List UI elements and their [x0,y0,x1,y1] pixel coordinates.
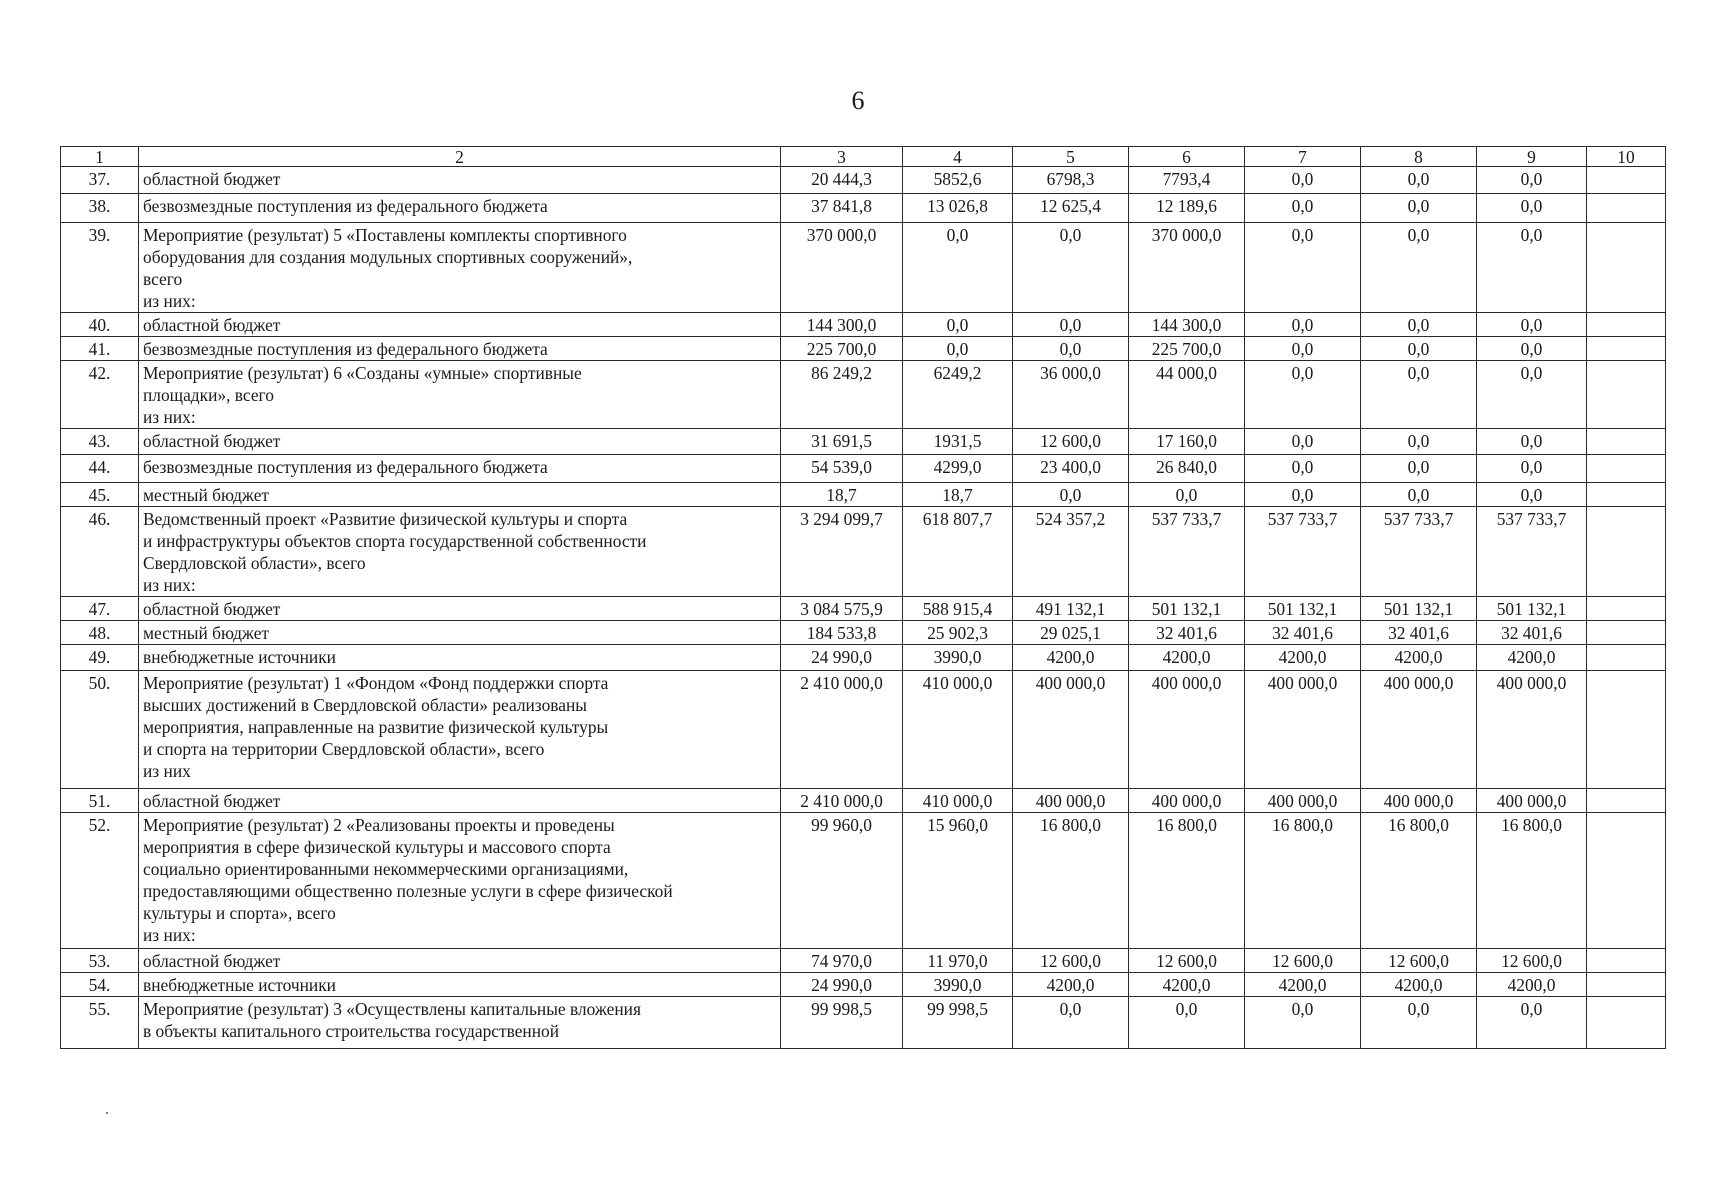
value-cell-col-9: 0,0 [1477,429,1587,455]
header-cell: 8 [1361,147,1477,167]
value-cell-col-5: 12 600,0 [1013,949,1129,973]
value-cell-col-9: 0,0 [1477,194,1587,223]
table-body [61,167,1666,1049]
description-line: Мероприятие (результат) 5 «Поставлены комплекты спортивного [143,225,627,245]
value-cell-col-3: 99 998,5 [781,997,903,1049]
value-cell-col-4: 11 970,0 [903,949,1013,973]
value-cell-col-4: 13 026,8 [903,194,1013,223]
description-line: из них [143,761,191,781]
value-cell-col-5: 4200,0 [1013,645,1129,671]
description-line: площадки», всего [143,385,274,405]
value-cell-col-8: 0,0 [1361,313,1477,337]
value-cell-col-7: 32 401,6 [1245,621,1361,645]
value-cell-col-6: 144 300,0 [1129,313,1245,337]
value-cell-col-3: 2 410 000,0 [781,789,903,813]
value-cell-col-4: 0,0 [903,337,1013,361]
value-cell-col-4: 3990,0 [903,973,1013,997]
description-line: безвозмездные поступления из федерального бюджета [143,457,548,477]
description-line: областной бюджет [143,431,281,451]
value-cell-col-10 [1587,483,1666,507]
value-cell-col-4: 1931,5 [903,429,1013,455]
value-cell-col-6: 4200,0 [1129,645,1245,671]
value-cell-col-9: 0,0 [1477,361,1587,429]
value-cell-col-8: 0,0 [1361,455,1477,483]
value-cell-col-9: 537 733,7 [1477,507,1587,597]
value-cell-col-7: 537 733,7 [1245,507,1361,597]
value-cell-col-6: 225 700,0 [1129,337,1245,361]
description-line: областной бюджет [143,951,281,971]
row-number: 45. [61,483,139,507]
value-cell-col-8: 32 401,6 [1361,621,1477,645]
value-cell-col-9: 32 401,6 [1477,621,1587,645]
row-description [139,997,781,1049]
row-number: 46. [61,507,139,597]
row-description [139,483,781,507]
row-description [139,429,781,455]
row-description [139,645,781,671]
value-cell-col-3: 24 990,0 [781,973,903,997]
table-row [61,789,1666,813]
table-row [61,194,1666,223]
table-row [61,429,1666,455]
value-cell-col-3: 184 533,8 [781,621,903,645]
value-cell-col-7: 0,0 [1245,429,1361,455]
table-row [61,167,1666,194]
table-row [61,621,1666,645]
row-description [139,337,781,361]
value-cell-col-6: 32 401,6 [1129,621,1245,645]
row-description [139,621,781,645]
description-line: предоставляющими общественно полезные услуги в сфере физической [143,881,673,901]
description-line: из них: [143,407,196,427]
value-cell-col-4: 3990,0 [903,645,1013,671]
value-cell-col-5: 36 000,0 [1013,361,1129,429]
value-cell-col-3: 3 294 099,7 [781,507,903,597]
description-line: местный бюджет [143,623,270,643]
value-cell-col-6: 12 189,6 [1129,194,1245,223]
value-cell-col-7: 400 000,0 [1245,789,1361,813]
value-cell-col-9: 0,0 [1477,455,1587,483]
value-cell-col-7: 0,0 [1245,455,1361,483]
value-cell-col-5: 16 800,0 [1013,813,1129,949]
value-cell-col-3: 24 990,0 [781,645,903,671]
row-description [139,949,781,973]
table-row [61,645,1666,671]
description-line: оборудования для создания модульных спортивных сооружений», [143,247,633,267]
value-cell-col-4: 5852,6 [903,167,1013,194]
value-cell-col-8: 400 000,0 [1361,671,1477,789]
value-cell-col-6: 7793,4 [1129,167,1245,194]
table-row [61,813,1666,949]
value-cell-col-9: 16 800,0 [1477,813,1587,949]
value-cell-col-9: 400 000,0 [1477,789,1587,813]
value-cell-col-7: 0,0 [1245,337,1361,361]
value-cell-col-6: 12 600,0 [1129,949,1245,973]
value-cell-col-3: 37 841,8 [781,194,903,223]
value-cell-col-5: 0,0 [1013,313,1129,337]
row-description [139,507,781,597]
value-cell-col-7: 4200,0 [1245,645,1361,671]
value-cell-col-6: 537 733,7 [1129,507,1245,597]
value-cell-col-7: 501 132,1 [1245,597,1361,621]
value-cell-col-8: 537 733,7 [1361,507,1477,597]
row-description [139,194,781,223]
description-line: областной бюджет [143,599,281,619]
description-line: областной бюджет [143,791,281,811]
header-cell: 1 [61,147,139,167]
header-cell: 2 [139,147,781,167]
value-cell-col-6: 400 000,0 [1129,789,1245,813]
value-cell-col-5: 23 400,0 [1013,455,1129,483]
value-cell-col-7: 0,0 [1245,223,1361,313]
value-cell-col-5: 0,0 [1013,223,1129,313]
table-row [61,223,1666,313]
description-line: областной бюджет [143,169,281,189]
value-cell-col-5: 12 600,0 [1013,429,1129,455]
value-cell-col-8: 4200,0 [1361,973,1477,997]
row-number: 47. [61,597,139,621]
value-cell-col-8: 400 000,0 [1361,789,1477,813]
value-cell-col-5: 4200,0 [1013,973,1129,997]
value-cell-col-9: 4200,0 [1477,645,1587,671]
header-cell: 4 [903,147,1013,167]
value-cell-col-3: 18,7 [781,483,903,507]
header-cell: 5 [1013,147,1129,167]
value-cell-col-5: 6798,3 [1013,167,1129,194]
value-cell-col-10 [1587,194,1666,223]
value-cell-col-7: 4200,0 [1245,973,1361,997]
value-cell-col-5: 400 000,0 [1013,789,1129,813]
description-line: культуры и спорта», всего [143,903,336,923]
value-cell-col-6: 0,0 [1129,997,1245,1049]
header-cell: 3 [781,147,903,167]
page-number: 6 [851,86,865,115]
value-cell-col-8: 0,0 [1361,167,1477,194]
table-row [61,455,1666,483]
value-cell-col-7: 0,0 [1245,313,1361,337]
description-line: Мероприятие (результат) 3 «Осуществлены капитальные вложения [143,999,641,1019]
description-line: областной бюджет [143,315,281,335]
value-cell-col-9: 0,0 [1477,313,1587,337]
value-cell-col-5: 491 132,1 [1013,597,1129,621]
value-cell-col-8: 0,0 [1361,223,1477,313]
value-cell-col-7: 0,0 [1245,167,1361,194]
value-cell-col-3: 86 249,2 [781,361,903,429]
description-line: и инфраструктуры объектов спорта государственной собственности [143,531,647,551]
value-cell-col-5: 29 025,1 [1013,621,1129,645]
description-line: Мероприятие (результат) 1 «Фондом «Фонд поддержки спорта [143,673,609,693]
value-cell-col-9: 0,0 [1477,223,1587,313]
row-number: 54. [61,973,139,997]
row-description [139,597,781,621]
description-line: из них: [143,575,196,595]
value-cell-col-4: 410 000,0 [903,671,1013,789]
value-cell-col-3: 31 691,5 [781,429,903,455]
row-number: 48. [61,621,139,645]
value-cell-col-8: 0,0 [1361,361,1477,429]
value-cell-col-5: 0,0 [1013,337,1129,361]
value-cell-col-7: 16 800,0 [1245,813,1361,949]
row-description [139,167,781,194]
value-cell-col-3: 144 300,0 [781,313,903,337]
value-cell-col-3: 3 084 575,9 [781,597,903,621]
value-cell-col-10 [1587,973,1666,997]
value-cell-col-10 [1587,813,1666,949]
value-cell-col-3: 225 700,0 [781,337,903,361]
value-cell-col-4: 15 960,0 [903,813,1013,949]
table-row [61,507,1666,597]
row-number: 49. [61,645,139,671]
value-cell-col-5: 524 357,2 [1013,507,1129,597]
description-line: мероприятия в сфере физической культуры и массового спорта [143,837,611,857]
table-row [61,671,1666,789]
row-number: 38. [61,194,139,223]
value-cell-col-7: 0,0 [1245,194,1361,223]
value-cell-col-10 [1587,507,1666,597]
description-line: безвозмездные поступления из федерального бюджета [143,196,548,216]
table-row [61,483,1666,507]
value-cell-col-3: 20 444,3 [781,167,903,194]
value-cell-col-4: 410 000,0 [903,789,1013,813]
header-row [61,147,1666,167]
value-cell-col-3: 74 970,0 [781,949,903,973]
value-cell-col-10 [1587,455,1666,483]
row-description [139,789,781,813]
value-cell-col-5: 12 625,4 [1013,194,1129,223]
row-number: 44. [61,455,139,483]
value-cell-col-6: 26 840,0 [1129,455,1245,483]
description-line: местный бюджет [143,485,270,505]
header-cell: 9 [1477,147,1587,167]
table-row [61,361,1666,429]
description-line: мероприятия, направленные на развитие физической культуры [143,717,609,737]
value-cell-col-5: 400 000,0 [1013,671,1129,789]
value-cell-col-4: 588 915,4 [903,597,1013,621]
table-row [61,973,1666,997]
row-number: 53. [61,949,139,973]
value-cell-col-10 [1587,223,1666,313]
value-cell-col-8: 0,0 [1361,429,1477,455]
value-cell-col-10 [1587,597,1666,621]
value-cell-col-10 [1587,337,1666,361]
value-cell-col-9: 0,0 [1477,167,1587,194]
value-cell-col-7: 400 000,0 [1245,671,1361,789]
value-cell-col-5: 0,0 [1013,997,1129,1049]
value-cell-col-6: 400 000,0 [1129,671,1245,789]
scan-artifact [106,1112,108,1114]
value-cell-col-9: 0,0 [1477,997,1587,1049]
row-description [139,223,781,313]
value-cell-col-6: 370 000,0 [1129,223,1245,313]
description-line: высших достижений в Свердловской области» реализованы [143,695,587,715]
row-number: 51. [61,789,139,813]
value-cell-col-3: 99 960,0 [781,813,903,949]
value-cell-col-7: 12 600,0 [1245,949,1361,973]
budget-table [60,146,1666,1049]
description-line: и спорта на территории Свердловской области», всего [143,739,545,759]
value-cell-col-8: 16 800,0 [1361,813,1477,949]
value-cell-col-4: 99 998,5 [903,997,1013,1049]
value-cell-col-9: 4200,0 [1477,973,1587,997]
row-number: 43. [61,429,139,455]
row-description [139,671,781,789]
description-line: всего [143,269,183,289]
value-cell-col-6: 501 132,1 [1129,597,1245,621]
value-cell-col-10 [1587,949,1666,973]
value-cell-col-10 [1587,313,1666,337]
value-cell-col-4: 0,0 [903,223,1013,313]
value-cell-col-6: 0,0 [1129,483,1245,507]
value-cell-col-9: 0,0 [1477,483,1587,507]
header-cell: 10 [1587,147,1666,167]
description-line: внебюджетные источники [143,647,336,667]
row-description [139,455,781,483]
table-row [61,597,1666,621]
row-number: 42. [61,361,139,429]
description-line: Ведомственный проект «Развитие физической культуры и спорта [143,509,628,529]
value-cell-col-4: 4299,0 [903,455,1013,483]
value-cell-col-9: 400 000,0 [1477,671,1587,789]
value-cell-col-10 [1587,997,1666,1049]
row-number: 40. [61,313,139,337]
value-cell-col-6: 16 800,0 [1129,813,1245,949]
description-line: безвозмездные поступления из федерального бюджета [143,339,548,359]
value-cell-col-6: 4200,0 [1129,973,1245,997]
description-line: Мероприятие (результат) 6 «Созданы «умные» спортивные [143,363,582,383]
description-line: Мероприятие (результат) 2 «Реализованы проекты и проведены [143,815,615,835]
row-number: 41. [61,337,139,361]
value-cell-col-4: 6249,2 [903,361,1013,429]
value-cell-col-6: 44 000,0 [1129,361,1245,429]
value-cell-col-7: 0,0 [1245,997,1361,1049]
row-description [139,361,781,429]
table-row [61,949,1666,973]
value-cell-col-10 [1587,167,1666,194]
value-cell-col-9: 501 132,1 [1477,597,1587,621]
table-row [61,337,1666,361]
value-cell-col-10 [1587,621,1666,645]
value-cell-col-3: 2 410 000,0 [781,671,903,789]
value-cell-col-4: 25 902,3 [903,621,1013,645]
value-cell-col-10 [1587,361,1666,429]
row-number: 50. [61,671,139,789]
table-row [61,313,1666,337]
value-cell-col-4: 18,7 [903,483,1013,507]
value-cell-col-6: 17 160,0 [1129,429,1245,455]
header-cell: 7 [1245,147,1361,167]
header-cell: 6 [1129,147,1245,167]
description-line: Свердловской области», всего [143,553,366,573]
description-line: из них: [143,291,196,311]
value-cell-col-9: 12 600,0 [1477,949,1587,973]
value-cell-col-8: 4200,0 [1361,645,1477,671]
value-cell-col-10 [1587,429,1666,455]
description-line: внебюджетные источники [143,975,336,995]
value-cell-col-8: 0,0 [1361,194,1477,223]
value-cell-col-3: 370 000,0 [781,223,903,313]
value-cell-col-9: 0,0 [1477,337,1587,361]
value-cell-col-7: 0,0 [1245,361,1361,429]
description-line: в объекты капитального строительства государственной [143,1021,560,1041]
value-cell-col-5: 0,0 [1013,483,1129,507]
table-row [61,997,1666,1049]
row-description [139,813,781,949]
value-cell-col-10 [1587,645,1666,671]
value-cell-col-8: 0,0 [1361,483,1477,507]
value-cell-col-10 [1587,671,1666,789]
value-cell-col-10 [1587,789,1666,813]
value-cell-col-8: 501 132,1 [1361,597,1477,621]
row-number: 37. [61,167,139,194]
description-line: из них: [143,925,196,945]
row-number: 55. [61,997,139,1049]
value-cell-col-4: 618 807,7 [903,507,1013,597]
row-number: 39. [61,223,139,313]
value-cell-col-8: 0,0 [1361,337,1477,361]
row-description [139,973,781,997]
description-line: социально ориентированными некоммерческими организациями, [143,859,629,879]
value-cell-col-3: 54 539,0 [781,455,903,483]
value-cell-col-8: 0,0 [1361,997,1477,1049]
row-number: 52. [61,813,139,949]
value-cell-col-7: 0,0 [1245,483,1361,507]
row-description [139,313,781,337]
value-cell-col-8: 12 600,0 [1361,949,1477,973]
value-cell-col-4: 0,0 [903,313,1013,337]
